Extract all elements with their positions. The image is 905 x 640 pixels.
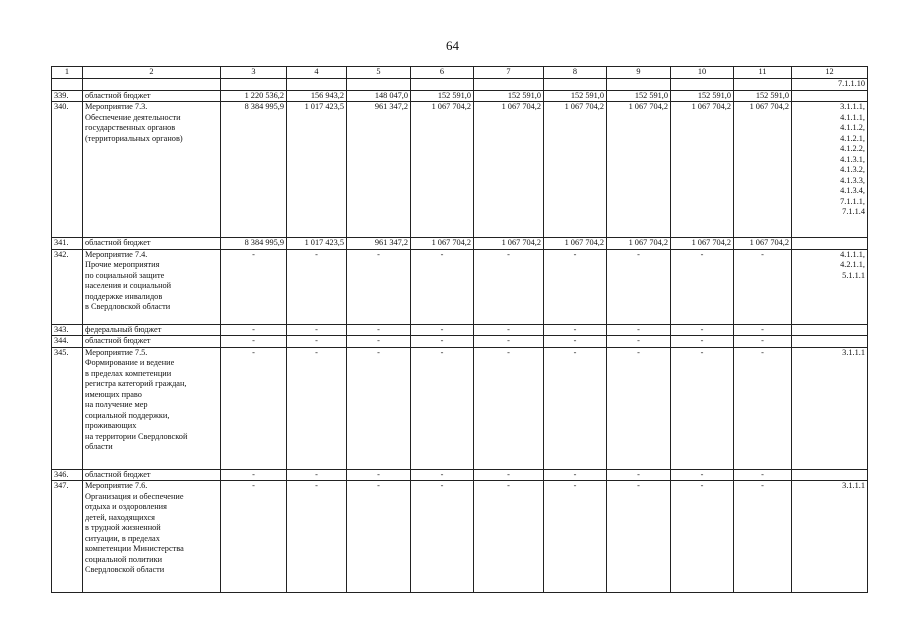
empty-value-cell: - [607, 249, 671, 324]
target-code: 3.1.1.1, [840, 102, 865, 111]
description-line: на территории Свердловской [85, 431, 188, 441]
empty-value-cell: - [287, 481, 347, 593]
empty-value-cell: - [221, 347, 287, 469]
description-line: Обеспечение деятельности [85, 112, 181, 122]
empty-value-cell: - [347, 469, 411, 481]
description-line: в пределах компетенции [85, 368, 172, 378]
empty-value-cell: - [347, 249, 411, 324]
empty-value-cell: - [607, 469, 671, 481]
description-line: регистра категорий граждан, [85, 379, 187, 388]
empty-value-cell: - [671, 249, 734, 324]
empty-value-cell: - [347, 324, 411, 336]
row-number: 341. [52, 238, 83, 250]
empty-value-cell: - [544, 336, 607, 348]
target-code: 4.1.1.1, [840, 249, 865, 259]
description-line: проживающих [85, 421, 137, 430]
value-cell: 1 067 704,2 [474, 102, 544, 238]
value-cell: 1 067 704,2 [474, 238, 544, 250]
value-cell: 1 067 704,2 [607, 238, 671, 250]
value-cell: 1 067 704,2 [411, 238, 474, 250]
empty-value-cell: - [221, 469, 287, 481]
description-line: в Свердловской области [85, 302, 171, 311]
empty-value-cell: - [607, 336, 671, 348]
value-cell: 156 943,2 [287, 90, 347, 102]
value-cell: 1 017 423,5 [287, 238, 347, 250]
target-code: 3.1.1.1 [842, 481, 865, 490]
target-code: 4.1.3.3, [840, 175, 865, 185]
activity-description [83, 249, 221, 324]
row-number: 342. [52, 249, 83, 324]
table-row [52, 481, 868, 593]
description-line: Свердловской области [85, 565, 165, 574]
table-row [52, 324, 868, 336]
description-line: государственных органов [85, 123, 176, 132]
target-code: 7.1.1.1, [840, 196, 865, 206]
target-code: 4.1.3.2, [840, 165, 865, 174]
empty-value-cell: - [734, 469, 792, 481]
table-row [52, 347, 868, 469]
row-number: 344. [52, 336, 83, 348]
row-number: 346. [52, 469, 83, 481]
value-cell: 8 384 995,9 [221, 102, 287, 238]
empty-value-cell: - [671, 347, 734, 469]
value-cell: 1 067 704,2 [607, 102, 671, 238]
empty-value-cell: - [474, 249, 544, 324]
empty-value-cell: - [287, 249, 347, 324]
description-line: имеющих право [85, 389, 142, 399]
empty-value-cell: - [411, 469, 474, 481]
row-number: 345. [52, 347, 83, 469]
table-row [52, 336, 868, 348]
table-row [52, 249, 868, 324]
header-cell: 8 [544, 67, 607, 79]
header-cell: 2 [83, 67, 221, 79]
empty-value-cell: - [544, 469, 607, 481]
description-line: Мероприятие 7.6. [85, 481, 148, 490]
description-line: компетенции Министерства [85, 544, 184, 553]
description-line: области [85, 442, 113, 451]
value-cell: 152 591,0 [411, 90, 474, 102]
description-line: на получение мер [85, 400, 148, 409]
description-line: Прочие мероприятия [85, 260, 160, 269]
empty-value-cell: - [544, 324, 607, 336]
value-cell: 1 067 704,2 [671, 238, 734, 250]
empty-value-cell: - [474, 336, 544, 348]
value-cell: 1 067 704,2 [411, 102, 474, 238]
description-line: Мероприятие 7.3. [85, 102, 148, 111]
target-code: 7.1.1.4 [842, 207, 865, 216]
value-cell: 8 384 995,9 [221, 238, 287, 250]
empty-value-cell: - [734, 249, 792, 324]
page-number: 64 [446, 38, 459, 53]
empty-value-cell: - [607, 347, 671, 469]
budget-table [51, 66, 868, 593]
activity-description [83, 102, 221, 238]
description-line: Формирование и ведение [85, 358, 175, 367]
target-codes-cell: 7.1.1.10 [792, 78, 868, 90]
description-line: по социальной защите [85, 270, 165, 280]
target-code: 4.1.2.2, [840, 144, 865, 153]
header-cell: 12 [792, 67, 868, 79]
target-code: 4.1.3.1, [840, 154, 865, 164]
empty-value-cell: - [474, 324, 544, 336]
description-line: населения и социальной [85, 281, 172, 290]
target-code: 4.1.2.1, [840, 133, 865, 143]
table-row [52, 90, 868, 102]
empty-value-cell: - [671, 481, 734, 593]
empty-value-cell: - [734, 481, 792, 593]
value-cell: 1 067 704,2 [734, 238, 792, 250]
header-cell: 5 [347, 67, 411, 79]
value-cell: 1 067 704,2 [544, 102, 607, 238]
row-name: областной бюджет [83, 336, 221, 348]
target-codes-cell [792, 347, 868, 469]
empty-value-cell: - [734, 336, 792, 348]
empty-value-cell: - [347, 336, 411, 348]
header-row [52, 67, 868, 79]
description-line: ситуации, в пределах [85, 533, 160, 543]
empty-value-cell: - [544, 481, 607, 593]
target-code: 4.2.1.1, [840, 260, 865, 269]
empty-value-cell: - [474, 469, 544, 481]
header-cell: 11 [734, 67, 792, 79]
description-line: в трудной жизненной [85, 523, 161, 532]
empty-value-cell: - [411, 324, 474, 336]
value-cell: 152 591,0 [474, 90, 544, 102]
table-row [52, 238, 868, 250]
value-cell: 148 047,0 [347, 90, 411, 102]
activity-description [83, 347, 221, 469]
empty-value-cell: - [347, 347, 411, 469]
empty-value-cell: - [544, 249, 607, 324]
empty-value-cell: - [221, 249, 287, 324]
empty-value-cell: - [347, 481, 411, 593]
target-code: 4.1.1.1, [840, 112, 865, 122]
description-line: детей, находящихся [85, 512, 155, 522]
row-number: 347. [52, 481, 83, 593]
empty-value-cell: - [411, 481, 474, 593]
continuation-row [52, 78, 868, 90]
value-cell: 1 067 704,2 [544, 238, 607, 250]
header-cell: 7 [474, 67, 544, 79]
empty-value-cell: - [221, 324, 287, 336]
empty-value-cell: - [671, 469, 734, 481]
empty-value-cell: - [411, 336, 474, 348]
empty-value-cell: - [734, 324, 792, 336]
target-code: 4.1.3.4, [840, 186, 865, 195]
header-cell: 3 [221, 67, 287, 79]
empty-value-cell: - [607, 481, 671, 593]
header-cell: 4 [287, 67, 347, 79]
empty-value-cell: - [474, 481, 544, 593]
empty-value-cell: - [544, 347, 607, 469]
row-name: федеральный бюджет [83, 324, 221, 336]
target-codes-cell [792, 102, 868, 238]
target-code: 3.1.1.1 [842, 347, 865, 357]
description-line: поддержке инвалидов [85, 291, 163, 301]
header-cell: 10 [671, 67, 734, 79]
description-line: отдыха и оздоровления [85, 502, 167, 511]
table-row [52, 469, 868, 481]
empty-value-cell: - [607, 324, 671, 336]
value-cell: 1 067 704,2 [734, 102, 792, 238]
value-cell: 152 591,0 [734, 90, 792, 102]
value-cell: 1 017 423,5 [287, 102, 347, 238]
row-number: 339. [52, 90, 83, 102]
activity-description [83, 481, 221, 593]
row-number: 343. [52, 324, 83, 336]
empty-value-cell: - [221, 481, 287, 593]
description-line: социальной поддержки, [85, 410, 170, 420]
row-number: 340. [52, 102, 83, 238]
empty-value-cell: - [671, 336, 734, 348]
description-line: (территориальных органов) [85, 133, 183, 143]
row-name: областной бюджет [83, 238, 221, 250]
value-cell: 152 591,0 [671, 90, 734, 102]
header-cell: 1 [52, 67, 83, 79]
empty-value-cell: - [221, 336, 287, 348]
description-line: Организация и обеспечение [85, 491, 184, 501]
row-name: областной бюджет [83, 90, 221, 102]
empty-value-cell: - [411, 347, 474, 469]
empty-value-cell: - [411, 249, 474, 324]
value-cell: 152 591,0 [544, 90, 607, 102]
value-cell: 961 347,2 [347, 238, 411, 250]
value-cell: 152 591,0 [607, 90, 671, 102]
target-code: 5.1.1.1 [842, 270, 865, 280]
empty-value-cell: - [287, 324, 347, 336]
target-codes-cell [792, 481, 868, 593]
description-line: Мероприятие 7.5. [85, 347, 148, 357]
empty-value-cell: - [671, 324, 734, 336]
target-code: 4.1.1.2, [840, 123, 865, 132]
description-line: Мероприятие 7.4. [85, 249, 148, 259]
row-name: областной бюджет [83, 469, 221, 481]
empty-value-cell: - [287, 469, 347, 481]
empty-value-cell: - [734, 347, 792, 469]
empty-value-cell: - [474, 347, 544, 469]
target-codes-cell [792, 249, 868, 324]
value-cell: 1 220 536,2 [221, 90, 287, 102]
value-cell: 1 067 704,2 [671, 102, 734, 238]
value-cell: 961 347,2 [347, 102, 411, 238]
header-cell: 9 [607, 67, 671, 79]
empty-value-cell: - [287, 336, 347, 348]
empty-value-cell: - [287, 347, 347, 469]
table-row [52, 102, 868, 238]
description-line: социальной политики [85, 554, 163, 564]
header-cell: 6 [411, 67, 474, 79]
